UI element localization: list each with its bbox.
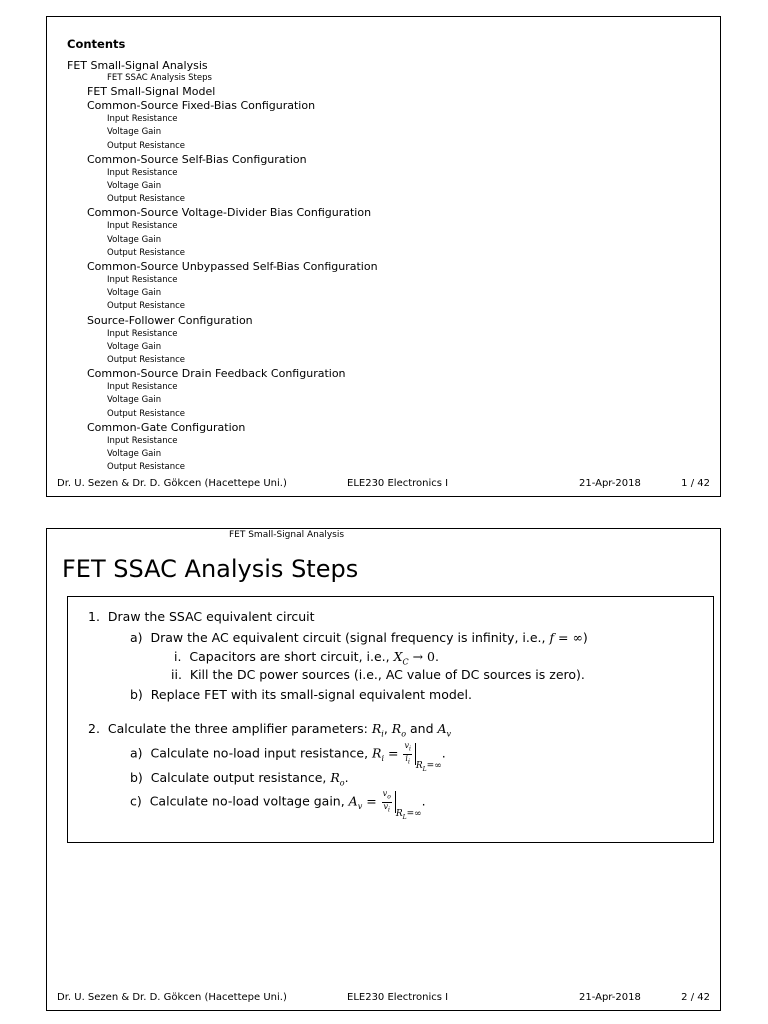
math-expression: R	[395, 808, 403, 819]
step-number: a)	[130, 745, 143, 761]
toc-item[interactable]: Input Resistance	[107, 435, 178, 446]
toc-item[interactable]: Input Resistance	[107, 328, 178, 339]
toc-item[interactable]: Input Resistance	[107, 275, 178, 286]
toc-item[interactable]: Common-Source Self-Bias Configuration	[87, 152, 307, 166]
math-expression: =∞	[426, 760, 442, 771]
step-1a-i	[174, 649, 439, 667]
math-subscript: i	[381, 754, 385, 764]
math-expression: R	[372, 745, 382, 761]
toc-item[interactable]: Common-Source Voltage-Divider Bias Configuration	[87, 206, 372, 220]
math-subscript: L	[402, 813, 407, 821]
step-2c: c) Calculate no-load voltage gain, $A_v$ = $\frac{v_o}{v_i}$ $_{R_L=\infty}$.	[130, 789, 426, 821]
toc-item[interactable]: Source-Follower Configuration	[87, 313, 253, 327]
toc-item[interactable]: Voltage Gain	[107, 395, 162, 406]
math-operator: =	[384, 745, 403, 761]
footer-course: ELE230 Electronics I	[347, 992, 449, 1003]
toc-item[interactable]: Common-Source Fixed-Bias Configuration	[87, 99, 316, 113]
math-expression: v	[383, 801, 389, 811]
slide-1	[46, 16, 721, 497]
step-2b: b) Calculate output resistance, $R_o$.	[130, 770, 349, 788]
toc-item[interactable]: Voltage Gain	[107, 127, 162, 138]
step-number: b)	[130, 770, 143, 785]
math-expression: f = ∞	[549, 630, 583, 645]
footer-page-number: 1 / 42	[681, 478, 710, 489]
toc-item[interactable]: FET Small-Signal Model	[87, 85, 216, 99]
math-subscript: L	[422, 765, 427, 773]
step-2: 2. Calculate the three amplifier parameters: $R_i$, $R_o$ and $A_v$	[88, 721, 452, 739]
step-1a-ii	[171, 667, 585, 682]
math-expression: X	[393, 649, 403, 664]
toc-item[interactable]: Voltage Gain	[107, 288, 162, 299]
math-expression: R	[330, 770, 340, 785]
slide-footer	[57, 992, 710, 1006]
toc-item[interactable]: Common-Source Unbypassed Self-Bias Configuration	[87, 260, 378, 274]
step-number: i.	[174, 649, 182, 664]
footer-authors: Dr. U. Sezen & Dr. D. Gökcen (Hacettepe Uni.)	[57, 992, 287, 1003]
toc-item[interactable]: Output Resistance	[107, 462, 186, 473]
math-subscript: v	[446, 729, 452, 739]
toc-item[interactable]: Input Resistance	[107, 167, 178, 178]
math-subscript: o	[387, 793, 391, 801]
section-header[interactable]: FET Small-Signal Analysis	[229, 530, 345, 540]
math-subscript: o	[339, 778, 345, 788]
toc-item[interactable]: Voltage Gain	[107, 449, 162, 460]
step-text: Kill the DC power sources (i.e., AC value of DC sources is zero).	[189, 667, 585, 682]
math-subscript: i	[388, 806, 390, 814]
math-operator: =	[362, 793, 381, 809]
slide-2	[46, 528, 721, 1011]
step-text: and	[406, 721, 438, 736]
math-subscript: i	[381, 729, 384, 739]
toc-item[interactable]: Voltage Gain	[107, 341, 162, 352]
toc-item[interactable]: Input Resistance	[107, 114, 178, 125]
footer-page-number: 2 / 42	[681, 992, 710, 1003]
math-subscript: o	[401, 729, 407, 739]
step-1	[88, 609, 315, 624]
toc-item[interactable]: Output Resistance	[107, 301, 186, 312]
step-1b	[130, 687, 472, 702]
math-expression: R	[391, 721, 402, 736]
toc-heading: Contents	[67, 37, 126, 51]
frame-title: FET SSAC Analysis Steps	[62, 555, 359, 583]
math-expression: A	[437, 721, 447, 736]
step-2a: a) Calculate no-load input resistance, $R_i$ = $\frac{v_i}{i_i}$ $_{R_L=\infty}$.	[130, 741, 446, 773]
footer-course: ELE230 Electronics I	[347, 478, 449, 489]
toc-item[interactable]: Voltage Gain	[107, 181, 162, 192]
step-text: Calculate no-load voltage gain,	[149, 793, 349, 809]
math-expression: → 0.	[408, 649, 439, 664]
toc-item[interactable]: Output Resistance	[107, 194, 186, 205]
toc-item[interactable]: FET SSAC Analysis Steps	[107, 73, 212, 83]
footer-authors: Dr. U. Sezen & Dr. D. Gökcen (Hacettepe Uni.)	[57, 478, 287, 489]
slide-footer	[57, 478, 710, 492]
math-expression: v	[382, 789, 388, 798]
step-number: 2.	[88, 721, 100, 736]
step-number: c)	[130, 793, 142, 809]
step-text: Calculate the three amplifier parameters:	[107, 721, 372, 736]
footer-date: 21-Apr-2018	[579, 478, 641, 489]
toc-item[interactable]: Voltage Gain	[107, 234, 162, 245]
math-expression: i	[405, 753, 408, 763]
toc-item[interactable]: Input Resistance	[107, 382, 178, 393]
toc-item[interactable]: Output Resistance	[107, 247, 186, 258]
math-expression: R	[371, 721, 382, 736]
math-subscript: C	[402, 657, 409, 667]
math-expression: R	[415, 760, 423, 771]
fraction	[382, 790, 392, 814]
math-subscript: i	[408, 745, 411, 753]
step-text: Calculate no-load input resistance,	[150, 745, 373, 761]
fraction	[403, 742, 411, 766]
toc-item[interactable]: Input Resistance	[107, 221, 178, 232]
steps-box	[67, 596, 714, 843]
table-of-contents	[67, 59, 378, 474]
toc-item[interactable]: Output Resistance	[107, 140, 186, 151]
evaluation-condition	[396, 809, 422, 819]
step-text: Calculate output resistance,	[150, 770, 331, 785]
math-expression: v	[404, 741, 409, 750]
step-text: )	[582, 630, 588, 645]
step-text: Capacitors are short circuit, i.e.,	[189, 649, 394, 664]
math-subscript: i	[407, 758, 410, 766]
step-number: 1.	[88, 609, 100, 624]
toc-item[interactable]: Common-Gate Configuration	[87, 420, 246, 434]
math-expression: A	[348, 793, 358, 809]
math-subscript: v	[357, 802, 363, 812]
evaluation-condition	[416, 761, 442, 771]
math-expression: =∞	[406, 808, 422, 819]
toc-item[interactable]: Output Resistance	[107, 355, 186, 366]
step-text: Draw the AC equivalent circuit (signal frequency is infinity, i.e.,	[150, 630, 550, 645]
step-number: b)	[130, 687, 143, 702]
step-text: Replace FET with its small-signal equivalent model.	[150, 687, 472, 702]
step-number: a)	[130, 630, 143, 645]
toc-item[interactable]: FET Small-Signal Analysis	[67, 59, 208, 72]
step-text: Draw the SSAC equivalent circuit	[107, 609, 315, 624]
footer-date: 21-Apr-2018	[579, 992, 641, 1003]
step-1a	[130, 630, 588, 645]
toc-item[interactable]: Output Resistance	[107, 408, 186, 419]
step-number: ii.	[171, 667, 182, 682]
toc-item[interactable]: Common-Source Drain Feedback Configuration	[87, 367, 346, 381]
